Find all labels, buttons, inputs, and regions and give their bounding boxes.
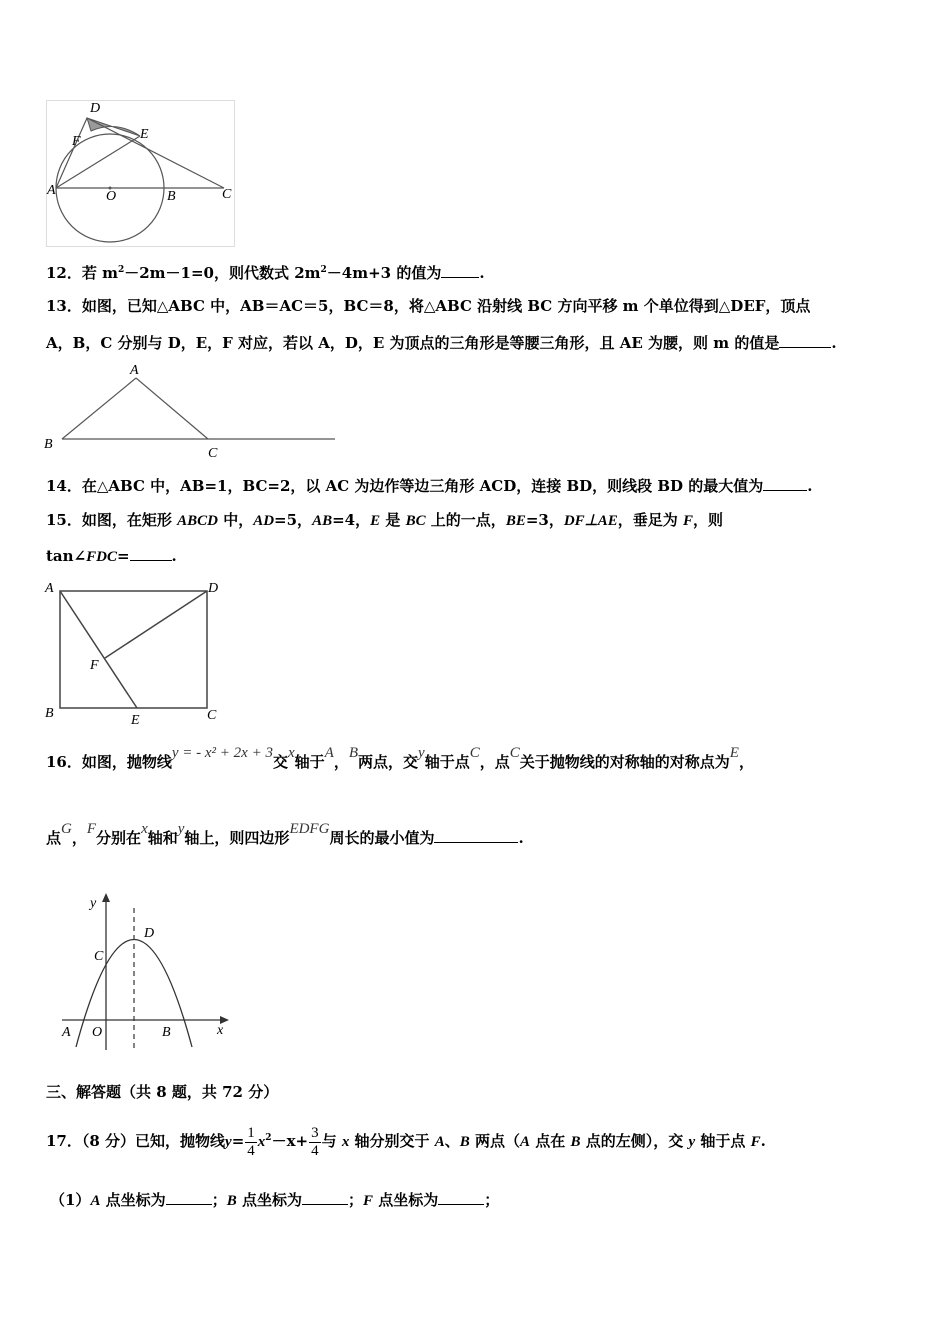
- question-16-line-2: 点G，F分别在x轴和y轴上，则四边形EDFG周长的最小值为 .: [46, 821, 524, 847]
- answer-blank[interactable]: [130, 546, 172, 561]
- rectangle-figure: [40, 578, 230, 728]
- label-C: C: [207, 708, 217, 723]
- question-17: 17．（8 分）已知，抛物线y= $\frac{1}{4}$ $x^2-x+$ $\frac{3}{4}$ 与 x 轴分别交于 A、B 两点（A 点在 B 点的左侧），交 y 轴于点 F.: [46, 1124, 766, 1159]
- label-A: A: [62, 1025, 71, 1040]
- question-15-line-2: tan∠FDC= .: [46, 547, 177, 565]
- section-heading: 三、解答题（共 8 题，共 72 分）: [46, 1083, 279, 1101]
- label-F: F: [90, 658, 99, 673]
- label-B: B: [167, 189, 176, 204]
- question-15-line-1: 15．如图，在矩形 ABCD 中，AD=5，AB=4，E 是 BC 上的一点，BE=3，DF⊥AE，垂足为 F，则: [46, 511, 724, 529]
- axis-label-y: y: [90, 896, 97, 911]
- question-12: 12．若 $m^2-2m-1=0$，则代数式 $2m^2-4m+3$ 的值为 .: [46, 264, 485, 282]
- answer-blank[interactable]: [434, 828, 518, 843]
- parabola-figure: [52, 890, 242, 1055]
- label-A: A: [45, 581, 54, 596]
- answer-blank[interactable]: [779, 333, 831, 348]
- label-O: O: [106, 189, 117, 204]
- axis-label-x: x: [217, 1023, 224, 1038]
- label-C: C: [222, 187, 232, 202]
- label-A: A: [130, 363, 139, 378]
- question-14: 14．在△ABC 中，AB=1，BC=2，以 AC 为边作等边三角形 ACD，连接 BD，则线段 BD 的最大值为 .: [46, 477, 813, 495]
- question-16-line-1: 16．如图，抛物线y = - x² + 2x + 3交x轴于A，B两点，交y轴于点C，点C关于抛物线的对称轴的对称点为E，: [46, 745, 754, 771]
- answer-blank-B[interactable]: [302, 1190, 348, 1205]
- label-E: E: [140, 127, 149, 142]
- question-17-part-1: （1）A 点坐标为 ；B 点坐标为 ；F 点坐标为 ；: [50, 1191, 500, 1209]
- question-13-line-1: 13．如图，已知△ABC 中，AB＝AC＝5，BC＝8，将△ABC 沿射线 BC 方向平移 m 个单位得到△DEF，顶点: [46, 297, 811, 315]
- label-A: A: [47, 183, 56, 198]
- label-B: B: [44, 437, 53, 452]
- label-B: B: [45, 706, 54, 721]
- answer-blank[interactable]: [441, 263, 479, 278]
- fraction-three-quarters: $\frac{3}{4}$: [311, 1124, 319, 1159]
- label-D: D: [90, 101, 101, 116]
- triangle-translation-figure: [40, 360, 340, 460]
- answer-blank[interactable]: [763, 476, 807, 491]
- fraction-one-quarter: $\frac{1}{4}$: [247, 1124, 255, 1159]
- label-B: B: [162, 1025, 171, 1040]
- label-E: E: [131, 713, 140, 728]
- circle-tangent-figure: [46, 100, 236, 248]
- label-C: C: [94, 949, 104, 964]
- answer-blank-A[interactable]: [166, 1190, 212, 1205]
- label-D: D: [144, 926, 155, 941]
- label-D: D: [208, 581, 219, 596]
- label-F: F: [72, 134, 81, 149]
- label-C: C: [208, 446, 218, 460]
- label-O: O: [92, 1025, 103, 1040]
- question-13-line-2: A，B，C 分别与 D，E，F 对应，若以 A，D，E 为顶点的三角形是等腰三角形，且 AE 为腰，则 m 的值是 .: [46, 334, 837, 352]
- answer-blank-F[interactable]: [438, 1190, 484, 1205]
